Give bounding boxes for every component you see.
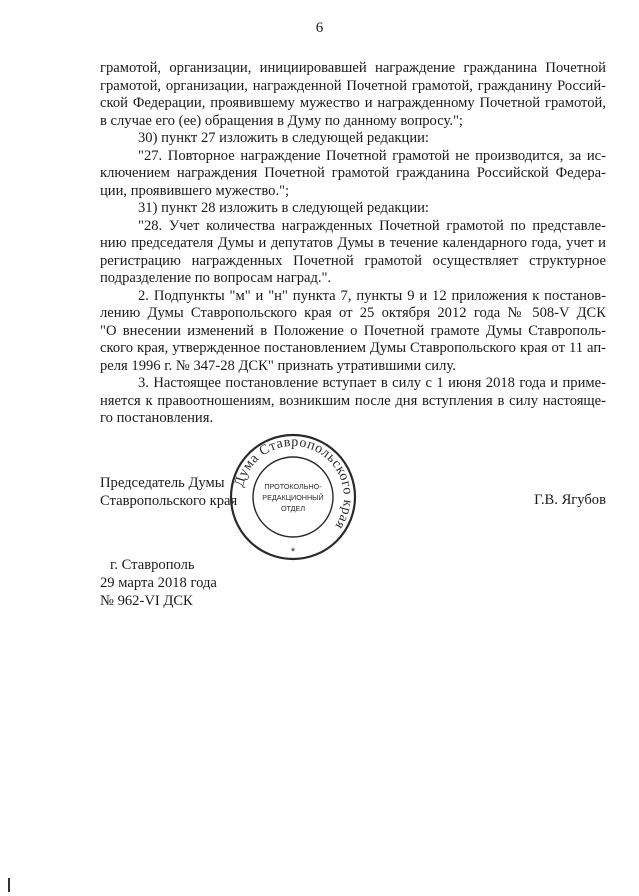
seal-star: *	[290, 546, 296, 558]
seal-center-line-1: ПРОТОКОЛЬНО-	[264, 482, 322, 491]
signatory-position-line2: Ставропольского края	[100, 493, 238, 509]
body-line: няется к правоотношениям, возникшим после дня вступления в силу настояще-	[100, 392, 606, 409]
signatory-position	[100, 474, 237, 510]
body-line: "27. Повторное награждение Почетной грамотой не производится, за ис-	[138, 147, 606, 164]
body-line: нию председателя Думы и депутатов Думы в течение календарного года, учет и	[100, 235, 606, 251]
signatory-name: Г.В. Ягубов	[534, 492, 606, 508]
document-footer	[100, 556, 217, 610]
body-line: в случае его (ее) обращения в Думу по данному вопросу.";	[100, 112, 463, 129]
body-line: подразделение по вопросам наград.".	[100, 270, 332, 286]
body-line: "28. Учет количества награжденных Почетной грамотой по представле-	[138, 217, 606, 234]
footer-date: 29 марта 2018 года	[100, 575, 217, 591]
body-line: грамотой, организации, инициировавшей награждение гражданина Почетной	[100, 60, 606, 76]
page-number: 6	[315, 20, 324, 36]
seal-graphic	[228, 432, 358, 562]
body-line: ского края, утвержденное постановлением Думы Ставропольского края от 11 ап-	[100, 340, 606, 356]
body-line: ции, проявившего мужество.";	[100, 182, 290, 199]
body-line: 3. Настоящее постановление вступает в силу с 1 июня 2018 года и приме-	[138, 375, 606, 391]
official-seal	[228, 432, 358, 567]
body-line: грамотой, организации, награжденной Почетной грамотой, гражданину Россий-	[100, 77, 606, 94]
seal-center-line-3: ОТДЕЛ	[280, 504, 306, 513]
body-line: регистрацию награжденных Почетной грамотой осуществляет структурное	[100, 252, 606, 269]
seal-ring-text: Дума Ставропольского края	[232, 434, 356, 533]
body-line: 2. Подпункты "м" и "н" пункта 7, пункты 9 и 12 приложения к постанов-	[138, 287, 606, 304]
body-line: реля 1996 г. № 347-28 ДСК" признать утратившими силу.	[100, 357, 456, 374]
body-line: ключением награждения Почетной грамотой гражданина Российской Федера-	[100, 165, 606, 181]
body-line: 30) пункт 27 изложить в следующей редакции:	[138, 130, 429, 146]
signatory-position-line1: Председатель Думы	[100, 475, 225, 491]
seal-center-line-2: РЕДАКЦИОННЫЙ	[262, 493, 324, 502]
body-line: ской Федерации, проявившему мужество и награжденному Почетной грамотой,	[100, 95, 606, 111]
footer-number: № 962-VI ДСК	[100, 593, 193, 609]
body-line: го постановления.	[100, 410, 214, 426]
document-body	[100, 60, 606, 428]
body-line: "О внесении изменений в Положение о Почетной грамоте Думы Ставрополь-	[100, 322, 606, 339]
footer-city: г. Ставрополь	[110, 557, 195, 573]
scan-edge-mark	[8, 878, 10, 892]
body-line: 31) пункт 28 изложить в следующей редакции:	[138, 200, 429, 216]
body-line: лению Думы Ставропольского края от 25 октября 2012 года № 508-V ДСК	[100, 305, 606, 321]
